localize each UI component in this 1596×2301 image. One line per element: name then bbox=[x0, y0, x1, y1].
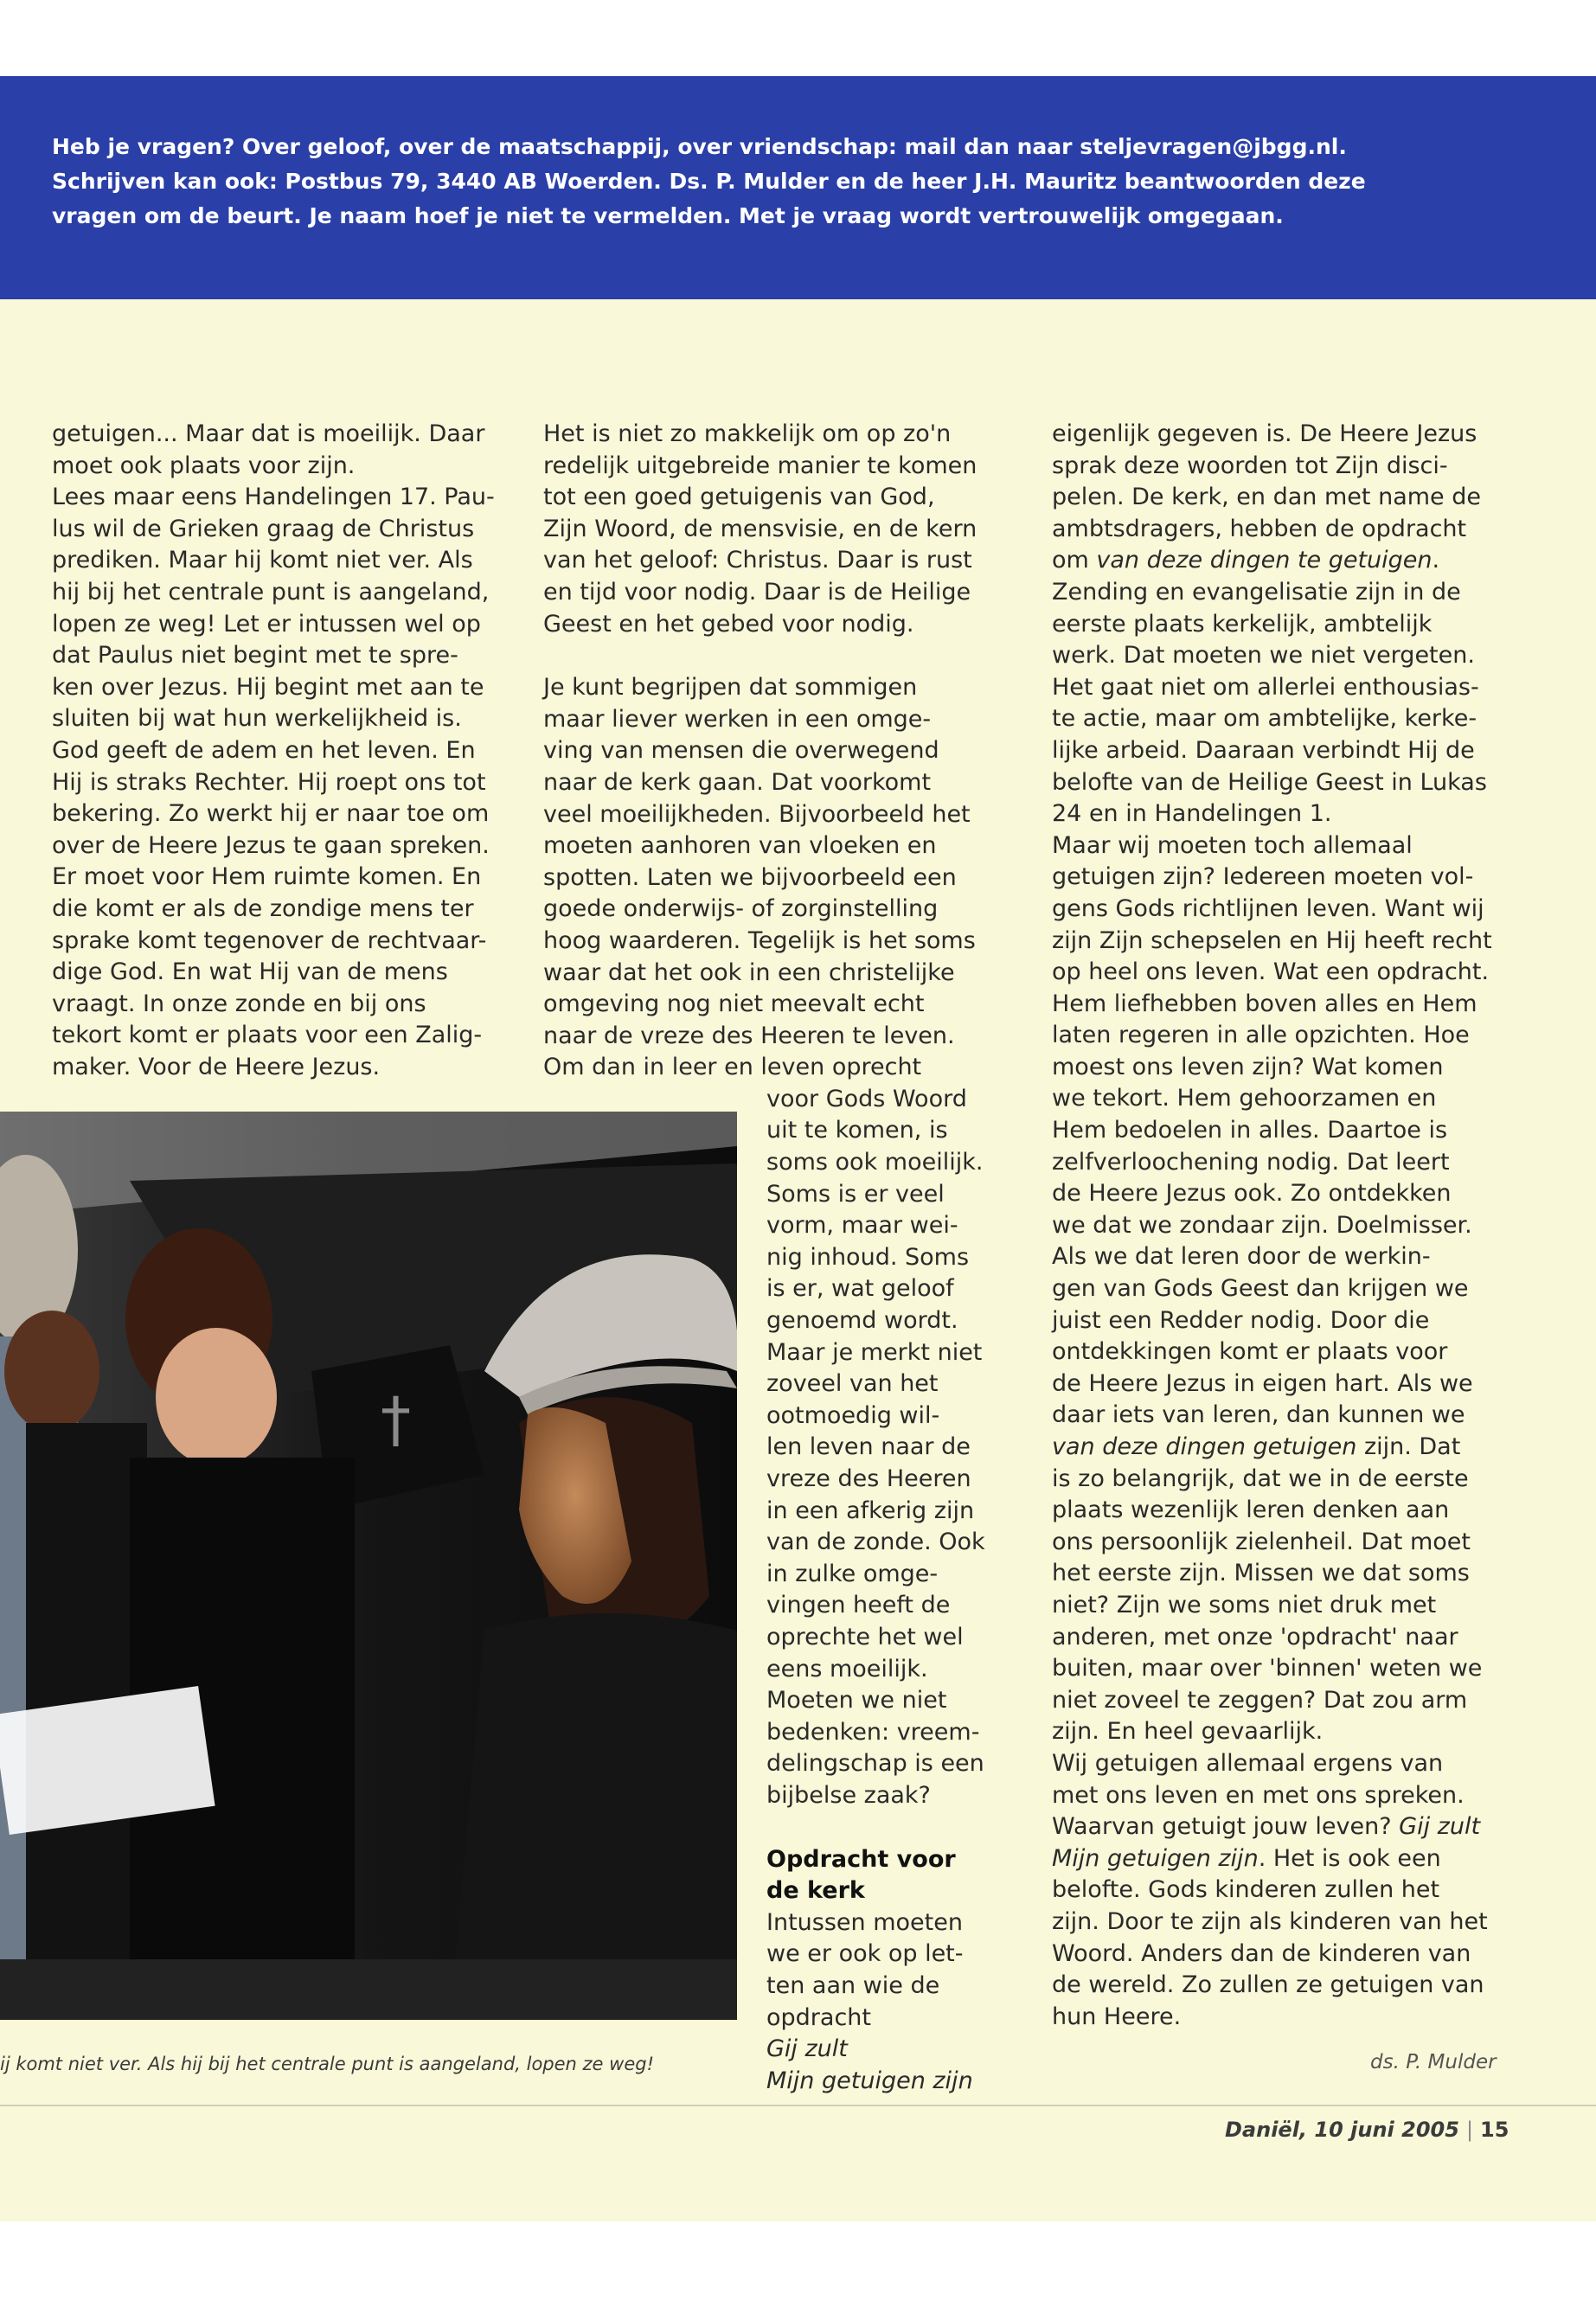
text-line: ten aan wie de bbox=[766, 1971, 940, 1999]
paragraph bbox=[543, 672, 1028, 1084]
text-line: nig inhoud. Soms bbox=[766, 1243, 970, 1271]
text-line: juist een Redder nodig. Door die bbox=[1052, 1306, 1430, 1334]
text-line: Woord. Anders dan de kinderen van bbox=[1052, 1939, 1471, 1967]
text-line: Zending en evangelisatie zijn in de bbox=[1052, 578, 1461, 606]
text-line: vreze des Heeren bbox=[766, 1465, 971, 1492]
text-line: is er, wat geloof bbox=[766, 1275, 954, 1303]
text-line: bijbelse zaak? bbox=[766, 1781, 931, 1809]
text-line: het eerste zijn. Missen we dat soms bbox=[1052, 1560, 1470, 1587]
text-line: Er moet voor Hem ruimte komen. En bbox=[52, 863, 482, 891]
text-line: belofte. Gods kinderen zullen het bbox=[1052, 1876, 1440, 1904]
text-line: de wereld. Zo zullen ze getuigen van bbox=[1052, 1971, 1484, 1999]
text-line: eigenlijk gegeven is. De Heere Jezus bbox=[1052, 420, 1477, 447]
text-line: zelfverloochening nodig. Dat leert bbox=[1052, 1148, 1450, 1176]
text-line: Maar je merkt niet bbox=[766, 1338, 983, 1366]
text-line: in een afkerig zijn bbox=[766, 1497, 975, 1524]
footer-rule bbox=[0, 2105, 1596, 2106]
text-line: Hij is straks Rechter. Hij roept ons tot bbox=[52, 768, 486, 796]
text-line: genoemd wordt. bbox=[766, 1307, 958, 1335]
text-line: Gij zult bbox=[766, 2035, 848, 2063]
text-line: vorm, maar wei- bbox=[766, 1212, 958, 1240]
text-line: ken over Jezus. Hij begint met aan te bbox=[52, 673, 484, 701]
svg-text:†: † bbox=[381, 1384, 411, 1455]
text-line: sprake komt tegenover de rechtvaar- bbox=[52, 926, 487, 954]
banner-text bbox=[52, 130, 1522, 234]
text-line: de Heere Jezus in eigen hart. Als we bbox=[1052, 1369, 1473, 1397]
emphasis: van deze dingen getuigen bbox=[1052, 1433, 1357, 1460]
text-line: daar iets van leren, dan kunnen we bbox=[1052, 1401, 1465, 1429]
text-line: we tekort. Hem gehoorzamen en bbox=[1052, 1085, 1437, 1112]
emphasis: Mijn getuigen zijn bbox=[1052, 1844, 1259, 1872]
text-line: Hem liefhebben boven alles en Hem bbox=[1052, 990, 1477, 1017]
text-line: getuigen... Maar dat is moeilijk. Daar bbox=[52, 420, 485, 447]
text-line: Als we dat leren door de werkin- bbox=[1052, 1243, 1431, 1271]
article-column-1 bbox=[52, 419, 510, 1083]
text-line: Mijn getuigen zijn bbox=[766, 2067, 973, 2094]
text-line: Geest en het gebed voor nodig. bbox=[543, 610, 914, 638]
text-line: opdracht bbox=[766, 2003, 871, 2031]
text-line: hoog waarderen. Tegelijk is het soms bbox=[543, 926, 976, 954]
text-line: Soms is er veel bbox=[766, 1180, 945, 1208]
text-line: niet zoveel te zeggen? Dat zou arm bbox=[1052, 1686, 1468, 1714]
text-line: Om dan in leer en leven oprecht bbox=[543, 1054, 922, 1081]
text-line: getuigen zijn? Iedereen moeten vol- bbox=[1052, 863, 1474, 891]
text-line: bekering. Zo werkt hij er naar toe om bbox=[52, 800, 490, 828]
text-line: lus wil de Grieken graag de Christus bbox=[52, 515, 475, 542]
text-line: oprechte het wel bbox=[766, 1623, 964, 1650]
text-line: te actie, maar om ambtelijke, kerke- bbox=[1052, 705, 1477, 733]
text-line: uit te komen, is bbox=[766, 1117, 948, 1144]
text-line: dat Paulus niet begint met te spre- bbox=[52, 642, 458, 670]
text-line: de Heere Jezus ook. Zo ontdekken bbox=[1052, 1180, 1452, 1208]
text-line: voor Gods Woord bbox=[766, 1085, 967, 1112]
text-line: Opdracht voor bbox=[766, 1845, 956, 1873]
text-line: waar dat het ook in een christelijke bbox=[543, 958, 955, 986]
text-line: hij bij het centrale punt is aangeland, bbox=[52, 578, 490, 606]
text-line: hun Heere. bbox=[1052, 2003, 1182, 2030]
text-line: we dat we zondaar zijn. Doelmisser. bbox=[1052, 1211, 1472, 1239]
text-line: van deze dingen getuigen zijn. Dat bbox=[1052, 1433, 1461, 1460]
text-line: spotten. Laten we bijvoorbeeld een bbox=[543, 863, 957, 891]
text-line: over de Heere Jezus te gaan spreken. bbox=[52, 831, 490, 859]
text-line: maar liever werken in een omge- bbox=[543, 705, 932, 733]
text-line: naar de vreze des Heeren te leven. bbox=[543, 1022, 955, 1049]
text-line: Het gaat niet om allerlei enthousias- bbox=[1052, 673, 1479, 701]
text-line: van de zonde. Ook bbox=[766, 1529, 985, 1556]
text-line: Mijn getuigen zijn. Het is ook een bbox=[1052, 1844, 1441, 1872]
text-line: die komt er als de zondige mens ter bbox=[52, 894, 474, 922]
text-line: ving van mensen die overwegend bbox=[543, 737, 939, 765]
text-line: tekort komt er plaats voor een Zalig- bbox=[52, 1022, 483, 1049]
text-line: buiten, maar over 'binnen' weten we bbox=[1052, 1655, 1483, 1682]
text-line: ambtsdragers, hebben de opdracht bbox=[1052, 515, 1467, 542]
text-line: anderen, met onze 'opdracht' naar bbox=[1052, 1623, 1458, 1650]
photo-illustration bbox=[0, 1112, 737, 2020]
text-line: goede onderwijs- of zorginstelling bbox=[543, 895, 939, 923]
text-line: zijn. En heel gevaarlijk. bbox=[1052, 1718, 1324, 1746]
text-line: in zulke omge- bbox=[766, 1560, 939, 1587]
text-line: eens moeilijk. bbox=[766, 1655, 928, 1682]
text-line: om van deze dingen te getuigen. bbox=[1052, 547, 1440, 574]
text-line: eerste plaats kerkelijk, ambtelijk bbox=[1052, 610, 1433, 638]
text-line: met ons leven en met ons spreken. bbox=[1052, 1781, 1465, 1809]
text-line: tot een goed getuigenis van God, bbox=[543, 484, 935, 511]
text-line: plaats wezenlijk leren denken aan bbox=[1052, 1497, 1450, 1524]
text-line: moeten aanhoren van vloeken en bbox=[543, 832, 937, 860]
text-line: Lees maar eens Handelingen 17. Pau- bbox=[52, 484, 495, 511]
page-number: 15 bbox=[1480, 2118, 1509, 2142]
text-line: moest ons leven zijn? Wat komen bbox=[1052, 1053, 1444, 1080]
paragraph bbox=[543, 419, 1028, 640]
page-footer bbox=[1225, 2118, 1509, 2142]
text-line: van het geloof: Christus. Daar is rust bbox=[543, 547, 972, 574]
banner-line: vragen om de beurt. Je naam hoef je niet te vermelden. Met je vraag wordt vertrouwelijk omgegaan. bbox=[52, 203, 1284, 228]
text-line: lopen ze weg! Let er intussen wel op bbox=[52, 610, 481, 638]
text-line: bedenken: vreem- bbox=[766, 1718, 980, 1746]
text-line: 24 en in Handelingen 1. bbox=[1052, 800, 1332, 828]
author-signature: ds. P. Mulder bbox=[1370, 2051, 1497, 2073]
text-line: pelen. De kerk, en dan met name de bbox=[1052, 484, 1481, 511]
text-line: redelijk uitgebreide manier te komen bbox=[543, 452, 977, 479]
magazine-page bbox=[0, 76, 1596, 2221]
text-line: maker. Voor de Heere Jezus. bbox=[52, 1053, 381, 1080]
text-line: ons persoonlijk zielenheil. Dat moet bbox=[1052, 1528, 1471, 1555]
street-scene-photo bbox=[0, 1112, 737, 2020]
text-line: belofte van de Heilige Geest in Lukas bbox=[1052, 768, 1487, 796]
text-line: en tijd voor nodig. Daar is de Heilige bbox=[543, 578, 971, 606]
text-line: gens Gods richtlijnen leven. Want wij bbox=[1052, 894, 1484, 922]
banner-line: Schrijven kan ook: Postbus 79, 3440 AB Woerden. Ds. P. Mulder en de heer J.H. Mauritz beantwoorden deze bbox=[52, 169, 1366, 194]
text-line: Maar wij moeten toch allemaal bbox=[1052, 831, 1413, 859]
text-line: vraagt. In onze zonde en bij ons bbox=[52, 990, 426, 1017]
text-line: len leven naar de bbox=[766, 1433, 971, 1461]
text-line: niet? Zijn we soms niet druk met bbox=[1052, 1591, 1437, 1618]
text-line: delingschap is een bbox=[766, 1750, 984, 1778]
text-line: is zo belangrijk, dat we in de eerste bbox=[1052, 1465, 1469, 1492]
text-line: naar de kerk gaan. Dat voorkomt bbox=[543, 768, 932, 796]
text-line: de kerk bbox=[766, 1877, 865, 1905]
text-line: we er ook op let- bbox=[766, 1940, 964, 1968]
text-line: God geeft de adem en het leven. En bbox=[52, 736, 476, 764]
text-line: omgeving nog niet meevalt echt bbox=[543, 990, 925, 1018]
text-line: Zijn Woord, de mensvisie, en de kern bbox=[543, 515, 977, 542]
text-line: zoveel van het bbox=[766, 1370, 939, 1398]
text-line: veel moeilijkheden. Bijvoorbeeld het bbox=[543, 800, 971, 828]
text-line: vingen heeft de bbox=[766, 1592, 951, 1619]
text-line: lijke arbeid. Daaraan verbindt Hij de bbox=[1052, 736, 1475, 764]
text-line: Je kunt begrijpen dat sommigen bbox=[543, 674, 918, 702]
footer-separator: | bbox=[1465, 2118, 1474, 2142]
text-line: op heel ons leven. Wat een opdracht. bbox=[1052, 958, 1490, 986]
paragraph bbox=[52, 419, 510, 1083]
text-line: ontdekkingen komt er plaats voor bbox=[1052, 1338, 1448, 1366]
text-line: Waarvan getuigt jouw leven? Gij zult bbox=[1052, 1813, 1481, 1841]
question-banner bbox=[0, 76, 1596, 299]
text-line: sprak deze woorden tot Zijn disci- bbox=[1052, 452, 1448, 479]
article-column-3 bbox=[1052, 419, 1519, 2033]
text-line: sluiten bij wat hun werkelijkheid is. bbox=[52, 705, 462, 733]
text-line: Intussen moeten bbox=[766, 1908, 963, 1936]
text-line: soms ook moeilijk. bbox=[766, 1149, 984, 1176]
emphasis: Gij zult bbox=[1399, 1813, 1481, 1841]
text-line: dige God. En wat Hij van de mens bbox=[52, 958, 448, 986]
text-line: Het is niet zo makkelijk om op zo'n bbox=[543, 420, 952, 447]
text-line: Wij getuigen allemaal ergens van bbox=[1052, 1749, 1444, 1777]
text-line: zijn Zijn schepselen en Hij heeft recht bbox=[1052, 926, 1492, 954]
text-line: Moeten we niet bbox=[766, 1687, 947, 1715]
text-line: laten regeren in alle opzichten. Hoe bbox=[1052, 1022, 1470, 1049]
photo-caption: ij komt niet ver. Als hij bij het centrale punt is aangeland, lopen ze weg! bbox=[0, 2054, 654, 2074]
text-line: gen van Gods Geest dan krijgen we bbox=[1052, 1275, 1469, 1303]
publication-date: Daniël, 10 juni 2005 bbox=[1225, 2118, 1459, 2142]
text-line: moet ook plaats voor zijn. bbox=[52, 452, 356, 479]
emphasis: van deze dingen te getuigen bbox=[1096, 547, 1433, 574]
text-line: werk. Dat moeten we niet vergeten. bbox=[1052, 642, 1475, 670]
text-line: ootmoedig wil- bbox=[766, 1401, 940, 1429]
text-line: zijn. Door te zijn als kinderen van het bbox=[1052, 1907, 1488, 1935]
text-line: prediken. Maar hij komt niet ver. Als bbox=[52, 547, 473, 574]
text-line: Hem bedoelen in alles. Daartoe is bbox=[1052, 1117, 1448, 1144]
banner-line: Heb je vragen? Over geloof, over de maatschappij, over vriendschap: mail dan naar steljevragen@jbgg.nl. bbox=[52, 134, 1347, 159]
